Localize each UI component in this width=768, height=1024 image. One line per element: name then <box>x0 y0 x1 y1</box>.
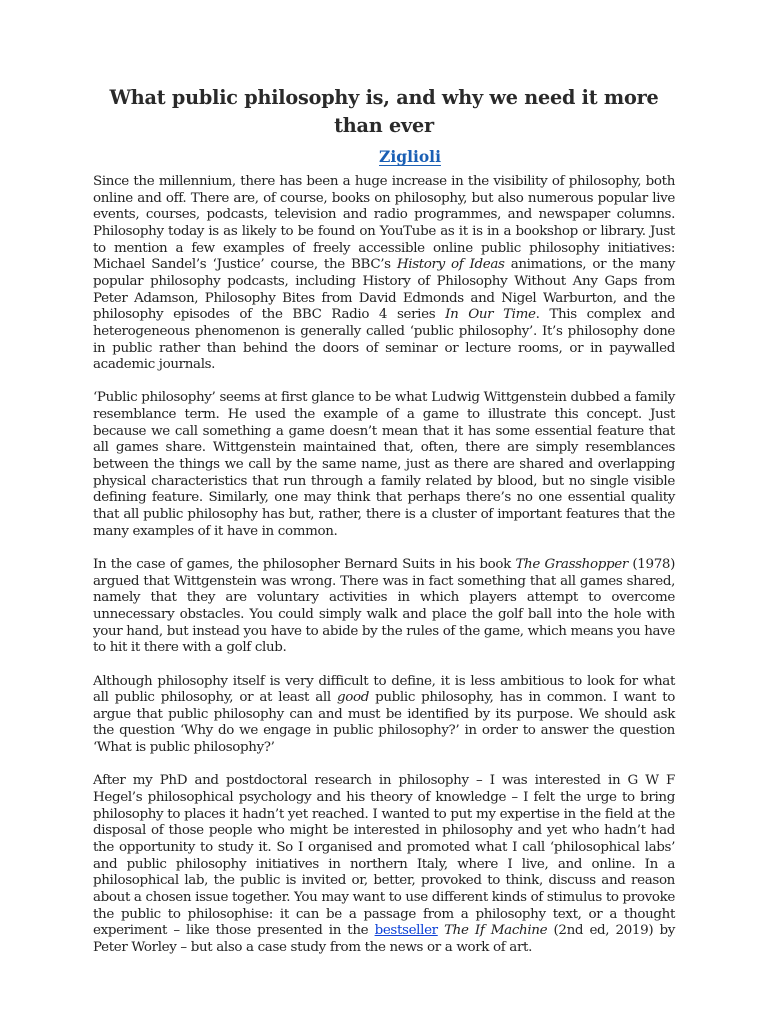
italic-title-history-of-ideas: History of Ideas <box>396 257 505 273</box>
author-link[interactable] <box>327 147 441 166</box>
paragraph-text: animations, or the many popular philosophy podcasts, including History of Philosophy Without Any Gaps from Peter Adamson, Philosophy Bites from David Edmonds and Nigel Warburton, and the philosophy episodes of the BBC Radio 4 series <box>93 257 675 323</box>
paragraph-text: Since the millennium, there has been a huge increase in the visibility of philosophy, both online and off. There are, of course, books on philosophy, but also numerous popular live events, courses, podcasts, television and radio programmes, and newspaper columns. Philosophy today is as likely to be found on YouTube as it is in a bookshop or library. Just to mention a few examples of freely accessible online public philosophy initiatives: Michael Sandel’s ‘Justice’ course, the BBC’s <box>93 174 675 273</box>
author-name: Ziglioli <box>379 147 441 166</box>
paragraph-text: After my PhD and postdoctoral research in philosophy – I was interested in G W F Hegel’s philosophical psychology and his theory of knowledge – I felt the urge to bring philosophy to places it hadn’t yet reached. I wanted to put my expertise in the field at the disposal of those people who might be interested in philosophy and yet who hadn’t had the opportunity to study it. So I organised and promoted what I call ‘philosophical labs’ and public philosophy initiatives in northern Italy, where I live, and online. In a philosophical lab, the public is invited or, better, provoked to think, discuss and reason about a chosen issue together. You may want to use different kinds of stimulus to provoke the public to philosophise: it can be a passage from a philosophy text, or a thought experiment – like those presented in the <box>93 773 675 939</box>
paragraph-text: (1978) argued that Wittgenstein was wrong. There was in fact something that all games shared, namely that they are voluntary activities in which players attempt to overcome unnecessary obstacles. You could simply walk and place the golf ball into the hole with your hand, but instead you have to abide by the rules of the game, which means you have to hit it there with a golf club. <box>93 556 675 656</box>
paragraph-4 <box>93 674 675 757</box>
paragraph-text: (2nd ed, 2019) by Peter Worley – but also a case study from the news or a work of art. <box>93 923 676 955</box>
paragraph-text: . This complex and heterogeneous phenomenon is generally called ‘public philosophy’. It’s philosophy done in public rather than behind the doors of seminar or lecture rooms, or in paywalled academic journals. <box>93 307 675 373</box>
italic-title-the-grasshopper: The Grasshopper <box>515 556 628 572</box>
paragraph-text: In the case of games, the philosopher Bernard Suits in his book <box>93 556 516 572</box>
paragraph-1 <box>93 174 675 374</box>
author-byline <box>93 146 675 168</box>
article-title: What public philosophy is, and why we need it more than ever <box>109 86 659 137</box>
italic-title-the-if-machine: The If Machine <box>444 923 548 939</box>
bestseller-link[interactable]: bestseller <box>374 923 438 939</box>
paragraph-text: public philosophy, has in common. I want to argue that public philosophy can and must be identified by its purpose. We should ask the question ‘Why do we engage in public philosophy?’ in order to answer the question ‘What is public philosophy?’ <box>93 690 675 756</box>
paragraph-5 <box>93 773 675 956</box>
italic-emphasis-good: good <box>336 690 369 706</box>
paragraph-2: ‘Public philosophy’ seems at first glance to be what Ludwig Wittgenstein dubbed a family resemblance term. He used the example of a game to illustrate this concept. Just because we call something a game doesn’t mean that it has some essential feature that all games share. Wittgenstein maintained that, often, there are simply resemblances between the things we call by the same name, just as there are shared and overlapping physical characteristics that run through a family related by blood, but no single visible defining feature. Similarly, one may think that perhaps there’s no one essential quality that all public philosophy has but, rather, there is a cluster of important features that the many examples of it have in common. <box>93 390 675 539</box>
paragraph-text: Although philosophy itself is very difficult to define, it is less ambitious to look for what all public philosophy, or at least all <box>93 673 675 706</box>
paragraph-3 <box>93 557 675 657</box>
italic-title-in-our-time: In Our Time <box>445 307 536 323</box>
article <box>93 84 675 973</box>
